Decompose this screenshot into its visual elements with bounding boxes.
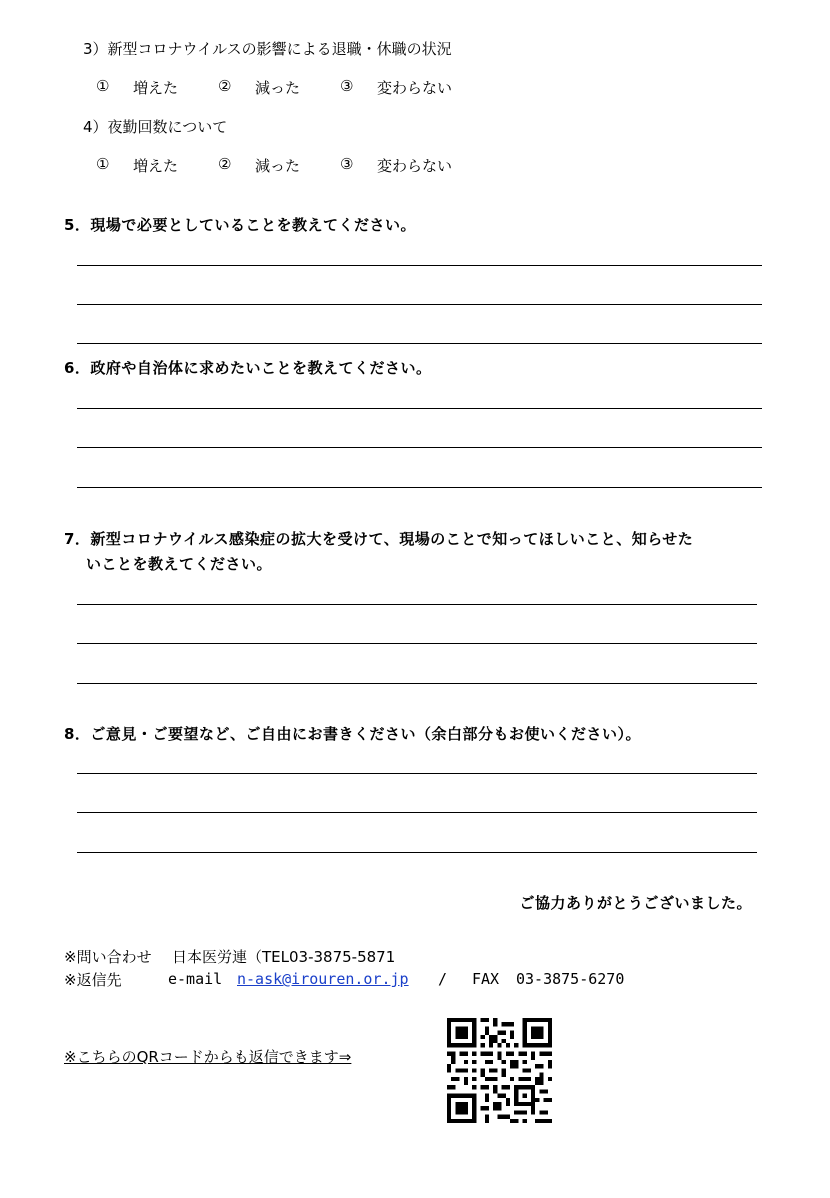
q4-option-3-label: 変わらない xyxy=(377,157,453,175)
section-7-title-line-2: いことを教えてください。 xyxy=(86,555,273,573)
section-5-answer-line-1[interactable] xyxy=(77,265,762,266)
fax-label: FAX xyxy=(472,970,500,988)
section-6-answer-line-1[interactable] xyxy=(77,408,762,409)
q3-option-3-number[interactable]: ③ xyxy=(340,77,354,95)
section-8-answer-line-2[interactable] xyxy=(77,812,757,813)
reply-label: ※返信先 xyxy=(64,971,122,989)
section-6-answer-line-2[interactable] xyxy=(77,447,762,448)
qr-code-icon[interactable] xyxy=(447,1018,552,1123)
section-6-answer-line-3[interactable] xyxy=(77,487,762,488)
qr-reply-note: ※こちらのQRコードからも返信できます⇒ xyxy=(64,1048,352,1066)
separator: / xyxy=(438,970,448,988)
thank-you-message: ご協力ありがとうございました。 xyxy=(519,894,752,912)
q3-option-1-label: 増えた xyxy=(133,79,179,97)
section-5-title: 5．現場で必要としていることを教えてください。 xyxy=(64,216,416,234)
fax-number: 03-3875-6270 xyxy=(516,970,625,988)
section-5-answer-line-2[interactable] xyxy=(77,304,762,305)
email-link[interactable]: n-ask@irouren.or.jp xyxy=(237,970,409,988)
q4-option-2-label: 減った xyxy=(255,157,301,175)
section-8-answer-line-3[interactable] xyxy=(77,852,757,853)
section-7-answer-line-2[interactable] xyxy=(77,643,757,644)
q3-option-3-label: 変わらない xyxy=(377,79,453,97)
inquiry-organization: 日本医労連（TEL03-3875-5871 xyxy=(172,948,396,966)
question-4-label: 4）夜勤回数について xyxy=(83,118,228,136)
section-8-answer-line-1[interactable] xyxy=(77,773,757,774)
section-8-title: 8．ご意見・ご要望など、ご自由にお書きください（余白部分もお使いください）。 xyxy=(64,725,641,743)
section-6-title: 6．政府や自治体に求めたいことを教えてください。 xyxy=(64,359,432,377)
section-5-answer-line-3[interactable] xyxy=(77,343,762,344)
q4-option-3-number[interactable]: ③ xyxy=(340,155,354,173)
q3-option-1-number[interactable]: ① xyxy=(96,77,110,95)
q4-option-1-label: 増えた xyxy=(133,157,179,175)
q3-option-2-number[interactable]: ② xyxy=(218,77,232,95)
question-3-label: 3）新型コロナウイルスの影響による退職・休職の状況 xyxy=(83,40,452,58)
section-7-answer-line-3[interactable] xyxy=(77,683,757,684)
q4-option-2-number[interactable]: ② xyxy=(218,155,232,173)
section-7-title-line-1: 7．新型コロナウイルス感染症の拡大を受けて、現場のことで知ってほしいこと、知らせた xyxy=(64,530,694,548)
email-label: e-mail xyxy=(168,970,223,988)
section-7-answer-line-1[interactable] xyxy=(77,604,757,605)
q3-option-2-label: 減った xyxy=(255,79,301,97)
inquiry-label: ※問い合わせ xyxy=(64,948,152,966)
q4-option-1-number[interactable]: ① xyxy=(96,155,110,173)
